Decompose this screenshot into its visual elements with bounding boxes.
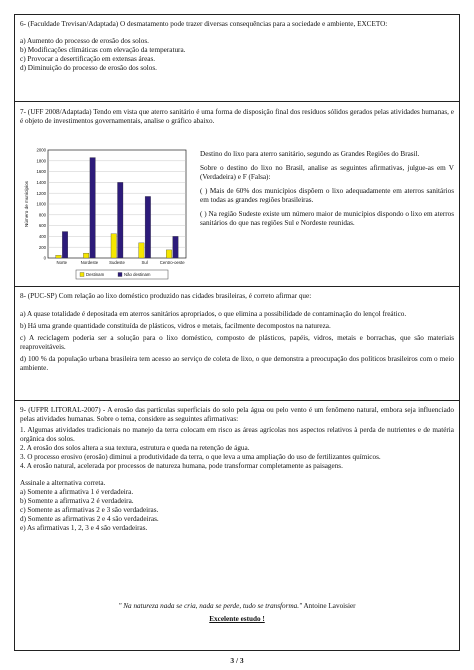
question-6-option: a) Aumento do processo de erosão dos solos.	[20, 37, 149, 45]
question-6-header: 6- (Faculdade Trevisan/Adaptada) O desmatamento pode trazer diversas consequências para a sociedade e ambiente, EXCETO:	[20, 20, 388, 28]
landfill-chart	[20, 146, 192, 284]
question-8-option: b) Há uma grande quantidade constituída de plásticos, vidros e metais, facilmente decompostos na natureza.	[20, 322, 331, 330]
bar-nao-destinam	[62, 232, 68, 258]
y-axis-label: Número de municípios	[24, 181, 29, 227]
question-9-prompt: Assinale a alternativa correta.	[20, 479, 106, 487]
question-9-statement: 1. Algumas atividades tradicionais no manejo da terra colocam em risco as áreas agrícolas nos aspectos relativos à perda de nutrientes e de matéria orgânica dos solos.	[20, 426, 454, 443]
bar-destinam	[83, 253, 89, 258]
question-8-header: 8- (PUC-SP) Com relação ao lixo doméstico produzido nas cidades brasileiras, é correto afirmar que:	[20, 292, 312, 300]
y-tick-label: 1000	[36, 201, 46, 207]
bar-nao-destinam	[145, 196, 151, 258]
y-tick-label: 800	[38, 212, 46, 218]
question-9-option: b) Somente a afirmativa 2 é verdadeira.	[20, 497, 134, 505]
bar-destinam	[111, 234, 117, 258]
question-7-statement: ( ) Mais de 60% dos municípios dispõem o lixo adequadamente em aterros sanitários em todas as grandes regiões brasileiras.	[200, 187, 454, 204]
legend-label: Destinam	[86, 272, 105, 278]
question-6-option: d) Diminuição do processo de erosão dos solos.	[20, 64, 157, 72]
question-6-option: b) Modificações climáticas com elevação da temperatura.	[20, 46, 186, 54]
y-tick-label: 0	[43, 255, 46, 261]
x-tick-label: Norte	[56, 260, 68, 265]
x-tick-label: Sudeste	[109, 260, 125, 265]
bar-nao-destinam	[118, 182, 124, 258]
question-9-header: 9- (UFPR LITORAL-2007) - A erosão das partículas superficiais do solo pela água ou pelo vento é um fenômeno natural, embora seja influenciado pelas atividades humanas. Sobre o tema, considere as seguintes afirmativas:	[20, 406, 454, 423]
bar-nao-destinam	[173, 236, 179, 258]
bar-destinam	[139, 243, 145, 258]
question-9-option: e) As afirmativas 1, 2, 3 e 4 são verdadeiras.	[20, 524, 148, 532]
closing-message: Excelente estudo !	[209, 615, 265, 623]
question-8-option: d) 100 % da população urbana brasileira tem acesso ao serviço de coleta de lixo, o que demonstra a preocupação dos políticos brasileiros com o meio ambiente.	[20, 355, 454, 372]
page-number: 3 / 3	[230, 656, 244, 665]
bar-destinam	[56, 255, 62, 258]
question-7-header: 7- (UFF 2008/Adaptada) Tendo em vista que aterro sanitário é uma forma de disposição final dos resíduos sólidos gerados pelas atividades humanas, e é objeto de investimentos governamentais, analise o gráfico abaixo.	[20, 108, 454, 125]
y-tick-label: 1800	[36, 158, 46, 164]
legend-swatch	[80, 273, 84, 277]
legend-label: Não destinam	[124, 272, 151, 278]
question-6-option: c) Provocar a desertificação em extensas áreas.	[20, 55, 156, 63]
question-7-instruction: Sobre o destino do lixo no Brasil, analise as seguintes afirmativas, julgue-as em V (Verdadeira) e F (Falsa):	[200, 164, 454, 181]
y-tick-label: 2000	[36, 147, 46, 153]
separator	[14, 101, 460, 102]
x-tick-label: Nordeste	[80, 260, 99, 265]
question-8-option: a) A quase totalidade é depositada em aterros sanitários apropriados, o que elimina a possibilidade de contaminação do lençol freático.	[20, 310, 407, 318]
question-9-statement: 3. O processo erosivo (erosão) diminui a produtividade da terra, o que leva a uma ampliação do uso de fertilizantes químicos.	[20, 453, 381, 461]
question-7-text	[200, 150, 454, 233]
x-tick-label: Centro-oeste	[159, 260, 185, 265]
question-7	[20, 108, 454, 126]
separator	[14, 286, 460, 287]
quote-text: " Na natureza nada se cria, nada se perde, tudo se transforma."	[118, 602, 303, 610]
question-7-intro: Destino do lixo para aterro sanitário, segundo as Grandes Regiões do Brasil.	[200, 150, 420, 158]
question-9	[20, 406, 454, 533]
legend-swatch	[118, 273, 122, 277]
lavoisier-quote	[20, 602, 454, 611]
question-7-statement: ( ) Na região Sudeste existe um número maior de municípios dispondo o lixo em aterros sanitários do que nas regiões Sul e Nordeste reunidas.	[200, 210, 454, 227]
y-tick-label: 1600	[36, 169, 46, 175]
y-tick-label: 600	[38, 223, 46, 229]
question-9-option: d) Somente as afirmativas 2 e 4 são verdadeiras.	[20, 515, 159, 523]
question-8-option: c) A reciclagem poderia ser a solução para o lixo doméstico, composto de plásticos, papéis, vidros, metais e borrachas, que são materiais reaproveitáveis.	[20, 334, 454, 351]
question-9-option: a) Somente a afirmativa 1 é verdadeira.	[20, 488, 134, 496]
question-9-statement: 4. A erosão natural, acelerada por processos de natureza humana, pode transformar completamente as paisagens.	[20, 462, 343, 470]
bar-destinam	[166, 250, 172, 258]
y-tick-label: 1200	[36, 190, 46, 196]
question-9-statement: 2. A erosão dos solos altera a sua textura, estrutura e queda na retenção de água.	[20, 444, 250, 452]
y-tick-label: 1400	[36, 180, 46, 185]
separator	[14, 400, 460, 401]
y-tick-label: 200	[38, 244, 46, 250]
question-9-option: c) Somente as afirmativas 2 e 3 são verdadeiras.	[20, 506, 159, 514]
question-8	[20, 292, 454, 376]
quote-author: Antoine Lavoisier	[302, 602, 356, 610]
bar-chart-svg	[20, 146, 192, 284]
y-tick-label: 400	[38, 234, 46, 239]
bar-nao-destinam	[90, 158, 96, 258]
x-tick-label: Sul	[141, 260, 148, 265]
question-6	[20, 20, 454, 73]
